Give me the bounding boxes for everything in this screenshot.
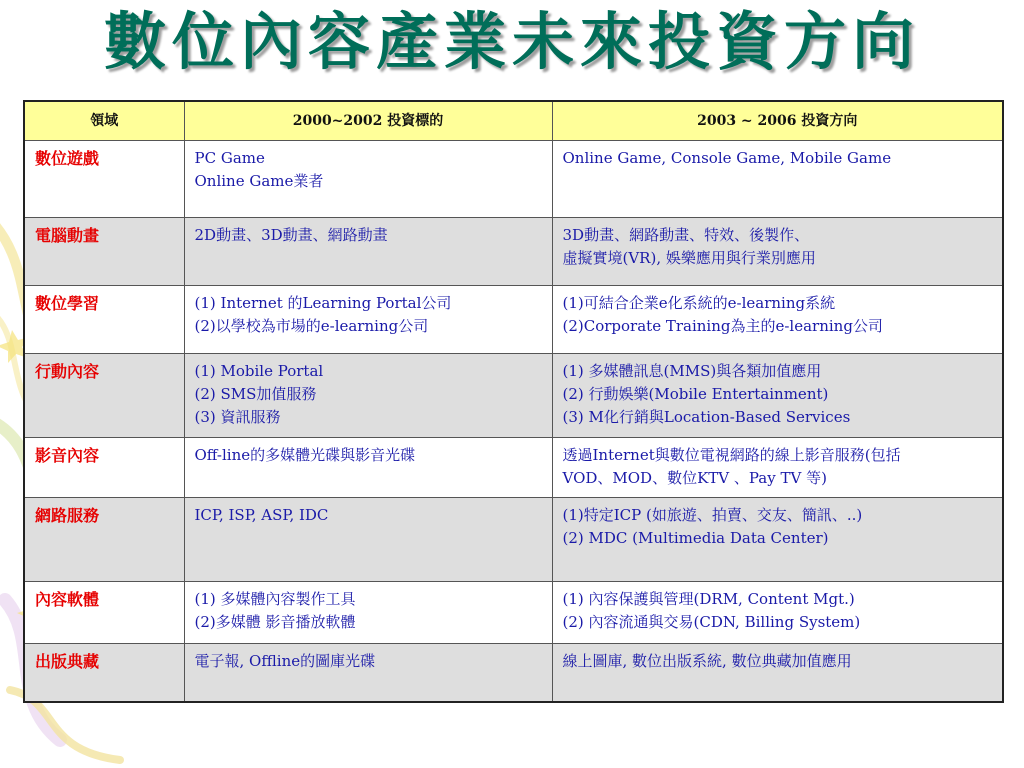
table-row <box>24 582 1003 644</box>
table-row <box>24 218 1003 286</box>
table-row <box>24 141 1003 218</box>
investment-table <box>23 100 1004 703</box>
cell-line: PC Game <box>194 149 265 167</box>
cell-line: (2)多媒體 影音播放軟體 <box>194 613 356 631</box>
cell-2000-2002 <box>184 286 552 354</box>
cell-line: VOD、MOD、數位KTV 、Pay TV 等) <box>562 469 827 487</box>
row-category: 電腦動畫 <box>24 218 184 286</box>
row-category: 數位遊戲 <box>24 141 184 218</box>
cell-line: 虛擬實境(VR), 娛樂應用與行業別應用 <box>562 249 816 267</box>
header-2003-2006: 2003 ~ 2006 投資方向 <box>552 101 1003 141</box>
cell-line: 透過Internet與數位電視網路的線上影音服務(包括 <box>562 446 901 464</box>
cell-2003-2006 <box>552 141 1003 218</box>
cell-line: (2)Corporate Training為主的e-learning公司 <box>562 317 883 335</box>
cell-line: (1)特定ICP (如旅遊、拍賣、交友、簡訊、..) <box>562 506 863 524</box>
row-category: 出版典藏 <box>24 644 184 702</box>
cell-line: (1)可結合企業e化系統的e-learning系統 <box>562 294 836 312</box>
cell-line: (2) MDC (Multimedia Data Center) <box>562 529 829 547</box>
cell-2003-2006 <box>552 644 1003 702</box>
cell-2003-2006 <box>552 354 1003 438</box>
row-category: 網路服務 <box>24 498 184 582</box>
cell-line: Off-line的多媒體光碟與影音光碟 <box>194 446 416 464</box>
cell-2003-2006 <box>552 498 1003 582</box>
cell-line: (1) 多媒體內容製作工具 <box>194 590 356 608</box>
cell-line: (2) SMS加值服務 <box>194 385 317 403</box>
row-category: 影音內容 <box>24 438 184 498</box>
cell-2000-2002 <box>184 498 552 582</box>
cell-line: (1) Mobile Portal <box>194 362 324 380</box>
cell-line: Online Game, Console Game, Mobile Game <box>562 149 892 167</box>
slide-title: 數位內容產業未來投資方向 <box>103 5 920 78</box>
table-row <box>24 354 1003 438</box>
cell-2000-2002 <box>184 218 552 286</box>
cell-2003-2006 <box>552 286 1003 354</box>
cell-line: (1) 多媒體訊息(MMS)與各類加值應用 <box>562 362 822 380</box>
row-category: 行動內容 <box>24 354 184 438</box>
table-header-row <box>24 101 1003 141</box>
cell-line: (2) 內容流通與交易(CDN, Billing System) <box>562 613 861 631</box>
cell-2003-2006 <box>552 582 1003 644</box>
cell-2000-2002 <box>184 582 552 644</box>
row-category: 內容軟體 <box>24 582 184 644</box>
cell-line: 線上圖庫, 數位出版系統, 數位典藏加值應用 <box>562 652 852 670</box>
header-2000-2002: 2000~2002 投資標的 <box>184 101 552 141</box>
cell-2000-2002 <box>184 438 552 498</box>
cell-line: 2D動畫、3D動畫、網路動畫 <box>194 226 388 244</box>
cell-line: ICP, ISP, ASP, IDC <box>194 506 329 524</box>
table-row <box>24 438 1003 498</box>
cell-2000-2002 <box>184 644 552 702</box>
table-row <box>24 498 1003 582</box>
cell-2000-2002 <box>184 354 552 438</box>
header-domain: 領域 <box>24 101 184 141</box>
cell-2003-2006 <box>552 218 1003 286</box>
cell-line: (1) Internet 的Learning Portal公司 <box>194 294 452 312</box>
cell-line: Online Game業者 <box>194 172 324 190</box>
cell-line: 電子報, Offline的圖庫光碟 <box>194 652 376 670</box>
cell-line: (1) 內容保護與管理(DRM, Content Mgt.) <box>562 590 855 608</box>
row-category: 數位學習 <box>24 286 184 354</box>
table-row <box>24 644 1003 702</box>
cell-line: (3) 資訊服務 <box>194 408 281 426</box>
cell-line: (2)以學校為市場的e-learning公司 <box>194 317 429 335</box>
cell-line: 3D動畫、網路動畫、特效、後製作、 <box>562 226 810 244</box>
cell-line: (3) M化行銷與Location-Based Services <box>562 408 851 426</box>
table-row <box>24 286 1003 354</box>
cell-2000-2002 <box>184 141 552 218</box>
cell-line: (2) 行動娛樂(Mobile Entertainment) <box>562 385 829 403</box>
cell-2003-2006 <box>552 438 1003 498</box>
